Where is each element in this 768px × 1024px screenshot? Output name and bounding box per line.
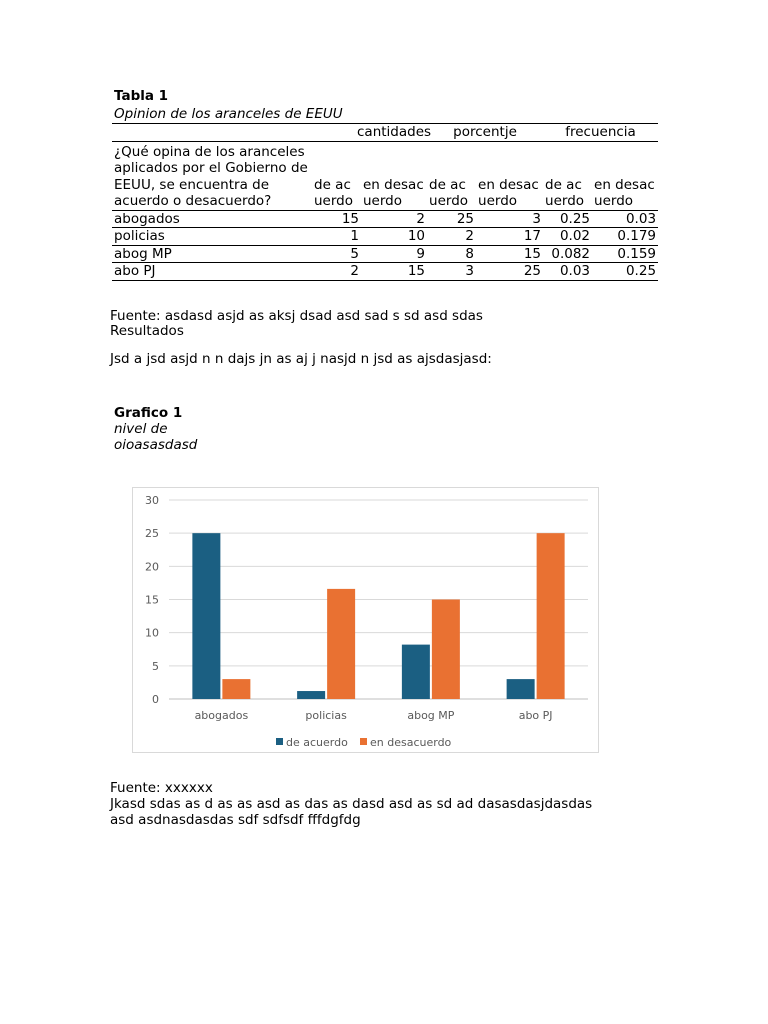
- legend-swatch: [360, 738, 367, 745]
- x-tick-label: abogados: [194, 709, 249, 722]
- table-cell: 2: [427, 228, 476, 246]
- sub-header: de acuerdo: [427, 141, 476, 210]
- bar-de-acuerdo: [402, 645, 430, 699]
- chart-caption-subtitle-2: oioasasdasd: [114, 437, 198, 453]
- table-row: [112, 210, 658, 228]
- y-tick-label: 0: [152, 693, 159, 706]
- row-label: policias: [112, 228, 312, 246]
- table-cell: 15: [476, 245, 543, 263]
- y-tick-label: 20: [145, 560, 159, 574]
- bar-en-desacuerdo: [327, 589, 355, 699]
- table-row: [112, 228, 658, 246]
- bar-en-desacuerdo: [222, 679, 250, 699]
- table-cell: 2: [312, 263, 361, 281]
- x-tick-label: abog MP: [407, 709, 455, 722]
- results-heading: Resultados: [110, 323, 184, 339]
- table-sub-header-row: [112, 141, 658, 210]
- sub-header: en desacuerdo: [361, 141, 427, 210]
- group-header-frecuencia: frecuencia: [543, 124, 658, 142]
- bar-en-desacuerdo: [432, 600, 460, 700]
- question-cell: ¿Qué opina de los aranceles aplicados por el Gobierno de EEUU, se encuentra de acuerdo o desacuerdo?: [112, 141, 312, 210]
- paragraph-1: Jsd a jsd asjd n n dajs jn as aj j nasjd n jsd as ajsdasjasd:: [110, 351, 492, 367]
- table-cell: 8: [427, 245, 476, 263]
- bar-de-acuerdo: [192, 533, 220, 699]
- table-cell: 5: [312, 245, 361, 263]
- table-cell: 3: [427, 263, 476, 281]
- table-cell: 15: [361, 263, 427, 281]
- bar-en-desacuerdo: [537, 533, 565, 699]
- table-subtitle: Opinion de los aranceles de EEUU: [114, 106, 343, 122]
- table-cell: 0.25: [543, 210, 592, 228]
- bar-de-acuerdo: [507, 679, 535, 699]
- bar-de-acuerdo: [297, 691, 325, 699]
- chart-source: Fuente: xxxxxx: [110, 780, 213, 796]
- table-row: [112, 263, 658, 281]
- table-title: Tabla 1: [114, 88, 169, 104]
- row-label: abogados: [112, 210, 312, 228]
- row-label: abo PJ: [112, 263, 312, 281]
- y-tick-label: 15: [145, 593, 159, 607]
- group-header-porcentje: porcentje: [427, 124, 543, 142]
- x-tick-label: policias: [305, 709, 347, 722]
- paragraph-2-line-1: Jkasd sdas as d as as asd as das as dasd asd as sd ad dasasdasjdasdas: [110, 796, 593, 812]
- table-cell: 1: [312, 228, 361, 246]
- table-cell: 3: [476, 210, 543, 228]
- sub-header: de acuerdo: [543, 141, 592, 210]
- chart-svg: [133, 488, 598, 752]
- y-tick-label: 5: [152, 659, 159, 673]
- sub-header: en desacuerdo: [592, 141, 658, 210]
- legend-label: de acuerdo: [286, 736, 348, 749]
- table-row: [112, 245, 658, 263]
- table-cell: 0.179: [592, 228, 658, 246]
- table-cell: 10: [361, 228, 427, 246]
- y-tick-label: 25: [145, 527, 159, 541]
- sub-header: en desacuerdo: [476, 141, 543, 210]
- y-tick-label: 30: [145, 494, 159, 507]
- x-tick-label: abo PJ: [518, 709, 553, 722]
- table-cell: 0.082: [543, 245, 592, 263]
- table-cell: 0.25: [592, 263, 658, 281]
- table-cell: 0.03: [592, 210, 658, 228]
- table-cell: 15: [312, 210, 361, 228]
- row-label: abog MP: [112, 245, 312, 263]
- chart-caption-subtitle-1: nivel de: [114, 421, 168, 437]
- table-cell: 17: [476, 228, 543, 246]
- legend-swatch: [276, 738, 283, 745]
- table-cell: 25: [476, 263, 543, 281]
- table-source: Fuente: asdasd asjd as aksj dsad asd sad s sd asd sdas: [110, 308, 483, 324]
- sub-header: de acuerdo: [312, 141, 361, 210]
- table-group-header-row: [112, 124, 658, 142]
- table-cell: 0.03: [543, 263, 592, 281]
- group-header-cantidades: cantidades: [312, 124, 427, 142]
- table-cell: 0.159: [592, 245, 658, 263]
- table-cell: 25: [427, 210, 476, 228]
- paragraph-2-line-2: asd asdnasdasdas sdf sdfsdf fffdgfdg: [110, 812, 361, 828]
- bar-chart: [132, 487, 599, 753]
- table-cell: 2: [361, 210, 427, 228]
- table-cell: 0.02: [543, 228, 592, 246]
- legend-label: en desacuerdo: [370, 736, 452, 749]
- table-cell: 9: [361, 245, 427, 263]
- y-tick-label: 10: [145, 626, 159, 640]
- chart-caption-title: Grafico 1: [114, 405, 183, 421]
- data-table: [112, 123, 658, 281]
